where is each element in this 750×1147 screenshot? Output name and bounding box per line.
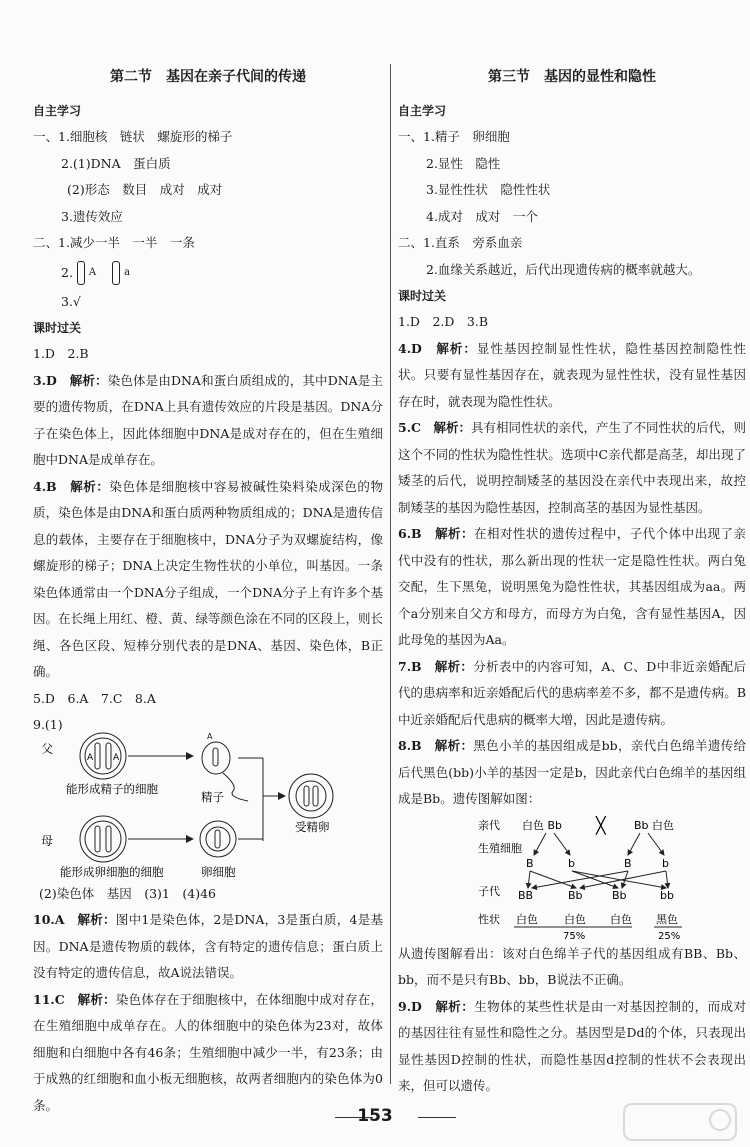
answer-text: 生物体的某些性状是由一对基因控制的，而成对的基因往往有显性和隐性之分。基因型是Dd的个体，只表现出显性基因D控制的性状，而隐性基因d控制的性状不会表现出来，但可以遗传。	[398, 998, 746, 1093]
answer-label: 9.D 解析：	[398, 998, 475, 1014]
egg-cell-label: 能形成卵细胞的细胞	[60, 864, 164, 879]
answer-label: 3.D 解析：	[33, 372, 108, 388]
answer-label: 11.C 解析：	[33, 991, 116, 1007]
answer-line: 3.显性性状 隐性性状	[426, 182, 551, 197]
answer-text: 图中1是染色体，2是DNA，3是蛋白质，4是基因。DNA是遗传物质的载体，含有特定的遗传信息；蛋白质上没有特定的遗传信息，故A说法错误。	[33, 912, 383, 980]
trait-label: 性状	[478, 912, 500, 926]
answer-line: 4.成对 成对 一个	[426, 208, 538, 224]
answer-text: 具有相同性状的亲代，产生了不同性状的后代，则这个不同的性状为隐性性状。选项中C亲代都是高茎，却出现了矮茎的后代，说明控制矮茎的基因没在亲代中表现出来，故控制矮茎的基因为隐性基因，控制高茎的基因为显性基因。	[398, 420, 747, 515]
phenotype-white: 白色	[564, 912, 586, 926]
inheritance-diagram	[398, 813, 746, 941]
answer-paragraph	[33, 907, 383, 987]
answer-line: 1.D 2.D 3.B	[398, 314, 489, 329]
answer-line: 2.(1)DNA 蛋白质	[61, 155, 171, 171]
zygote-label: 受精卵	[295, 819, 330, 834]
answer-line: 1.D 2.B	[33, 346, 89, 361]
gamete-B: B	[624, 856, 632, 870]
mother-cell-icon	[80, 816, 126, 862]
answer-text: 在相对性状的遗传过程中，子代个体中出现了亲代中没有的性状，那么新出现的性状一定是隐性性状。两白兔交配，生下黑兔，说明黑兔为隐性性状，其基因组成为aa。两个a分别来自父方和母方，而母方为白兔，含有显性基因A，因此母兔的基因为Aa。	[398, 526, 746, 647]
sperm-label: 精子	[201, 789, 224, 804]
offspring-genotype: BB	[518, 888, 534, 902]
answer-label: 4.D 解析：	[398, 340, 477, 356]
section-title-left: 第二节 基因在亲子代间的传递	[110, 69, 306, 85]
answer-line: (2)染色体 基因 (3)1 (4)46	[39, 885, 216, 901]
gamete-B: B	[526, 856, 534, 870]
lesson-heading: 课时过关	[33, 321, 82, 335]
egg-icon	[200, 821, 236, 857]
parent2-genotype: Bb 白色	[634, 818, 675, 832]
answer-text: 染色体是由DNA和蛋白质组成的，其中DNA是主要的遗传物质，在DNA上具有遗传效应的片段是基因。DNA分子在染色体上，因此体细胞中DNA是成对存在的，但在生殖细胞中DNA是成单存在。	[33, 372, 383, 467]
ratio-white: 75%	[563, 930, 586, 941]
answer-line: 二、1.直系 旁系血亲	[398, 235, 523, 250]
ratio-black: 25%	[658, 930, 681, 941]
offspring-label: 子代	[478, 884, 500, 898]
answer-line: 3.√	[61, 293, 81, 309]
chromosome-bar-icon	[77, 261, 85, 285]
answer-text: 染色体是细胞核中容易被碱性染料染成深色的物质，染色体是由DNA和蛋白质两种物质组成的；DNA是遗传信息的载体，主要存在于细胞核中，DNA分子为双螺旋结构，像螺旋形的梯子；DNA上决定生物性状的小单位，叫基因。一条染色体通常由一个DNA分子组成，一个DNA分子上有许多个基因。在长绳上用红、橙、黄、绿等颜色涂在不同的区段上，则长绳、各色区段、短棒分别代表的是DNA、基因、染色体，B正确。	[33, 478, 384, 679]
answer-text: 显性基因控制显性性状，隐性基因控制隐性性状。只要有显性基因存在，就表现为显性性状，没有显性基因存在时，就表现为隐性性状。	[398, 340, 746, 409]
self-study-heading: 自主学习	[398, 104, 447, 118]
svg-text:A: A	[207, 731, 213, 741]
answer-paragraph	[33, 474, 383, 686]
answer-label: 5.C 解析：	[398, 420, 471, 435]
answer-label: 10.A 解析：	[33, 912, 116, 927]
answer-line: 3.遗传效应	[61, 208, 123, 224]
answer-line: 9.(1)	[33, 717, 63, 732]
lesson-heading: 课时过关	[398, 289, 447, 303]
page-number-rule	[418, 1117, 456, 1118]
answer-paragraph	[398, 654, 746, 734]
self-study-heading: 自主学习	[33, 104, 82, 118]
answer-paragraph	[33, 368, 383, 474]
column-divider	[390, 64, 391, 1084]
section-title-right: 第三节 基因的显性和隐性	[488, 69, 656, 85]
gamete-label: 生殖细胞	[478, 841, 522, 855]
answer-line: 一、1.细胞核 链状 螺旋形的梯子	[33, 129, 233, 144]
chromosome-A-icon	[77, 257, 96, 289]
offspring-genotype: Bb	[612, 888, 627, 902]
sperm-icon	[202, 742, 230, 774]
gene-label: A	[88, 267, 97, 278]
gene-A-label: A	[87, 752, 94, 763]
answer-label: 4.B 解析：	[33, 478, 110, 494]
answer-paragraph	[33, 987, 383, 1120]
answer-paragraph	[398, 994, 746, 1100]
offspring-genotype: Bb	[568, 888, 583, 902]
left-column	[33, 62, 383, 1119]
watermark-logo-icon	[620, 1100, 740, 1144]
answer-line: 二、1.减少一半 一半 一条	[33, 235, 195, 250]
answer-text: 染色体存在于细胞核中，在体细胞中成对存在，在生殖细胞中成单存在。人的体细胞中的染色体为23对，故体细胞和白细胞中各有46条；生殖细胞中减少一半，有23条；由于成熟的红细胞和血小板无细胞核，故两者细胞内的染色体为0条。	[33, 991, 383, 1113]
answer-label: 8.B 解析：	[398, 738, 474, 753]
chromosome-bar-icon	[112, 261, 120, 285]
answer-line: 2.显性 隐性	[426, 155, 501, 171]
answer-label: 6.B 解析：	[398, 526, 474, 541]
chromosome-a-icon	[112, 257, 130, 289]
gene-A-label: A	[113, 752, 120, 763]
answer-text: 黑色小羊的基因组成是bb，亲代白色绵羊遗传给后代黑色(bb)小羊的基因一定是b，因此亲代白色绵羊的基因组成是Bb。遗传图解如图：	[398, 738, 746, 806]
sperm-cell-label: 能形成精子的细胞	[66, 781, 158, 796]
answer-paragraph: 从遗传图解看出：该对白色绵羊子代的基因组成有BB、Bb、bb，而不是只有Bb、bb，B说法不正确。	[398, 945, 746, 987]
chromosome-answer	[33, 257, 383, 289]
gamete-b: b	[568, 856, 575, 870]
page-number: 153	[357, 1106, 393, 1126]
gamete-b: b	[662, 856, 669, 870]
cross-icon: ╳	[596, 815, 606, 835]
answer-line: 2.血缘关系越近，后代出现遗传病的概率就越大。	[426, 261, 701, 277]
egg-label: 卵细胞	[201, 864, 236, 879]
phenotype-black: 黑色	[656, 912, 678, 926]
answer-paragraph	[398, 521, 746, 654]
father-label: 父	[41, 741, 54, 756]
right-column	[398, 62, 746, 1100]
answer-text: 分析表中的内容可知，A、C、D中非近亲婚配后代的患病率和近亲婚配后代的患病率差不多，都不是遗传病。B中近亲婚配后代患病的概率大增，因此是遗传病。	[398, 658, 746, 727]
answer-paragraph	[398, 336, 746, 416]
parent1-genotype: 白色 Bb	[522, 818, 563, 832]
phenotype-white: 白色	[516, 912, 538, 926]
mother-label: 母	[41, 833, 54, 848]
fertilization-diagram	[33, 731, 383, 881]
gene-label: a	[124, 267, 131, 278]
answer-label: 7.B 解析：	[398, 658, 474, 674]
phenotype-white: 白色	[610, 912, 632, 926]
parent-label: 亲代	[478, 818, 500, 832]
answer-number: 2.	[61, 264, 73, 280]
offspring-genotype: bb	[660, 888, 674, 902]
answer-line: 一、1.精子 卵细胞	[398, 129, 510, 144]
answer-line: 5.D 6.A 7.C 8.A	[33, 690, 156, 706]
answer-line: (2)形态 数目 成对 成对	[67, 182, 223, 197]
answer-paragraph	[398, 415, 746, 521]
answer-paragraph	[398, 733, 746, 813]
